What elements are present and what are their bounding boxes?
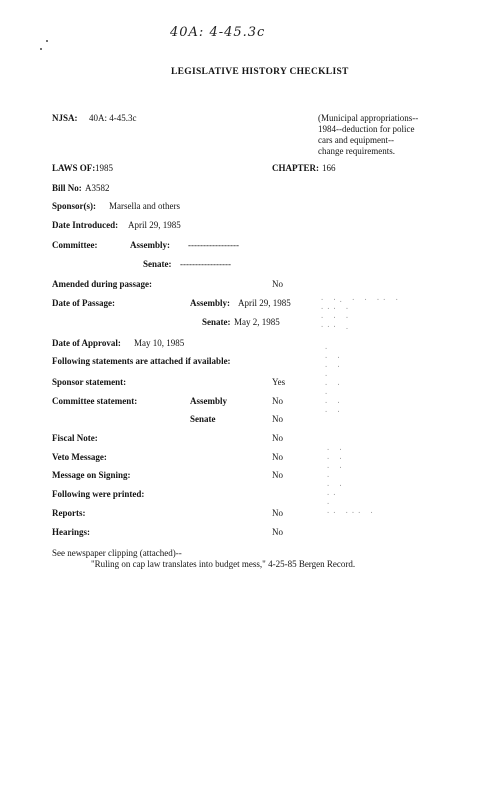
clipping-citation: "Ruling on cap law translates into budget mess," 4-25-85 Bergen Record. [91, 559, 356, 569]
committee-senate-value: ----------------- [180, 259, 231, 269]
committee-assembly-label: Assembly: [130, 240, 170, 250]
fiscal-note-label: Fiscal Note: [52, 433, 98, 443]
message-on-signing-value: No [272, 470, 283, 480]
chapter-label: CHAPTER: [272, 163, 319, 173]
following-printed-heading: Following were printed: [52, 489, 145, 499]
date-of-approval-value: May 10, 1985 [134, 338, 185, 348]
bill-no-label: Bill No: [52, 183, 82, 193]
message-on-signing-label: Message on Signing: [52, 470, 131, 480]
date-introduced-label: Date Introduced: [52, 220, 119, 230]
reports-label: Reports: [52, 508, 86, 518]
sponsor-statement-label: Sponsor statement: [52, 377, 127, 387]
description-line: cars and equipment-- [318, 135, 394, 145]
date-of-approval-label: Date of Approval: [52, 338, 121, 348]
laws-of-value: 1985 [95, 163, 113, 173]
date-introduced-value: April 29, 1985 [128, 220, 181, 230]
njsa-value: 40A: 4-45.3c [89, 113, 137, 123]
chapter-value: 166 [322, 163, 336, 173]
committee-statement-label: Committee statement: [52, 396, 138, 406]
faint-stamp-mark: · ·. · · ·· · ··· · · · · ··· . [320, 296, 401, 331]
sponsor-statement-value: Yes [272, 377, 286, 387]
description-line: 1984--deduction for police [318, 124, 415, 134]
bill-no-value: A3582 [85, 183, 110, 193]
description-line: (Municipal appropriations-- [318, 113, 419, 123]
faint-stamp-mark: · · · · · · · · · · · · · [324, 345, 343, 416]
committee-assembly-value: ----------------- [188, 240, 239, 250]
amended-value: No [272, 279, 283, 289]
page-title: LEGISLATIVE HISTORY CHECKLIST [171, 67, 349, 77]
passage-senate-value: May 2, 1985 [234, 317, 280, 327]
hearings-value: No [272, 527, 283, 537]
committee-statement-senate-label: Senate [190, 414, 216, 424]
passage-assembly-label: Assembly: [190, 298, 230, 308]
scan-speck [40, 48, 42, 50]
committee-statement-assembly-label: Assembly [190, 396, 228, 406]
njsa-label: NJSA: [52, 113, 78, 123]
description [318, 113, 418, 157]
laws-of-label: LAWS OF: [52, 163, 96, 173]
passage-assembly-value: April 29, 1985 [238, 298, 291, 308]
veto-message-label: Veto Message: [52, 452, 107, 462]
committee-statement-senate-value: No [272, 414, 283, 424]
clipping-intro: See newspaper clipping (attached)-- [52, 548, 182, 558]
sponsors-label: Sponsor(s): [52, 201, 97, 211]
scan-speck [46, 40, 48, 42]
handwritten-reference: 40A: 4-45.3c [170, 25, 266, 40]
amended-label: Amended during passage: [52, 279, 153, 289]
reports-value: No [272, 508, 283, 518]
faint-stamp-mark: · · · · · · · · · ·· · ·· ··· · [326, 446, 376, 517]
committee-statement-assembly-value: No [272, 396, 283, 406]
veto-message-value: No [272, 452, 283, 462]
date-of-passage-label: Date of Passage: [52, 298, 115, 308]
committee-senate-label: Senate: [143, 259, 172, 269]
passage-senate-label: Senate: [202, 317, 231, 327]
description-line: change requirements. [318, 146, 395, 156]
following-attached-heading: Following statements are attached if available: [52, 356, 231, 366]
sponsors-value: Marsella and others [109, 201, 180, 211]
hearings-label: Hearings: [52, 527, 90, 537]
committee-label: Committee: [52, 240, 98, 250]
fiscal-note-value: No [272, 433, 283, 443]
